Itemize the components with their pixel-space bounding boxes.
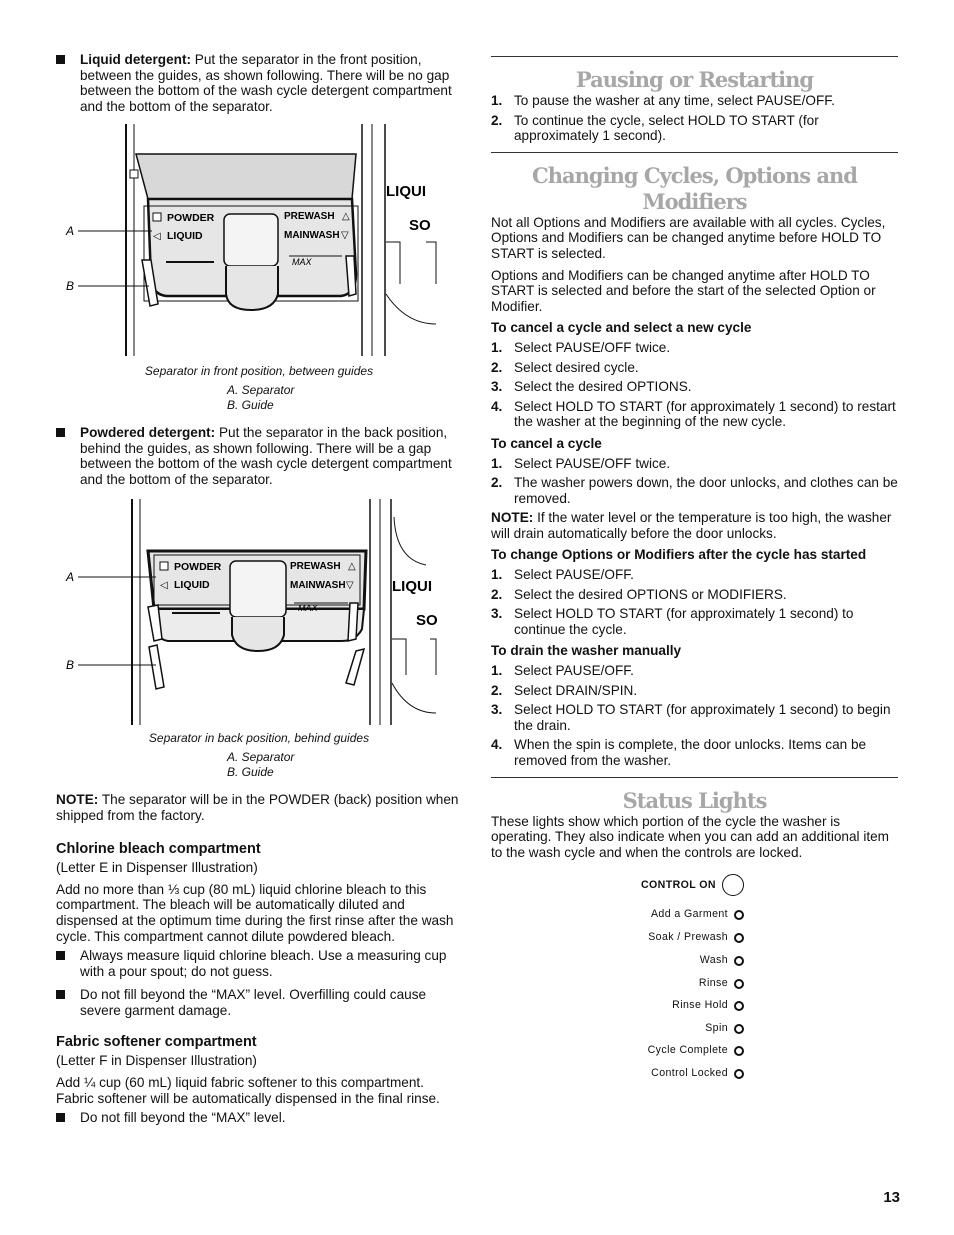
- svg-text:▽: ▽: [341, 230, 349, 242]
- note-label: NOTE:: [491, 510, 534, 526]
- status-light-icon: [734, 979, 744, 989]
- max-label: MAX: [292, 257, 312, 268]
- step-item: 2. Select DRAIN/SPIN.: [491, 682, 638, 698]
- step-text: Select the desired OPTIONS or MODIFIERS.: [514, 586, 787, 602]
- drain-note: [491, 510, 898, 541]
- status-light-label: Wash: [699, 954, 728, 967]
- liquid-detergent-bullet: [56, 52, 464, 114]
- status-light-row: [651, 1066, 744, 1082]
- chlorine-text: Add no more than ⅓ cup (80 mL) liquid chlorine bleach to this compartment. The bleach will be automatically diluted and dispensed at the optimum time during the first rinse after the wash cycle. This compartment cannot dilute powdered bleach.: [56, 881, 454, 944]
- note-label: NOTE:: [56, 791, 99, 807]
- figure-caption: Separator in front position, between guides: [144, 363, 374, 378]
- callout-a: A: [66, 224, 75, 239]
- step-item: 2. The washer powers down, the door unlocks, and clothes can be removed.: [491, 475, 898, 506]
- cancel-new-heading: To cancel a cycle and select a new cycle: [491, 320, 752, 336]
- step-item: 2. Select the desired OPTIONS or MODIFIERS.: [491, 586, 787, 602]
- control-on-light-icon: [722, 874, 744, 896]
- status-light-label: Control Locked: [651, 1067, 728, 1080]
- status-light-label: Rinse Hold: [672, 999, 728, 1012]
- step-item: 1. Select PAUSE/OFF twice.: [491, 339, 671, 355]
- status-light-row: [651, 907, 744, 923]
- legend-b: B. Guide: [227, 397, 274, 412]
- page-number: 13: [883, 1189, 900, 1206]
- bullet-bold-label: Powdered detergent:: [80, 424, 216, 440]
- status-light-icon: [734, 1046, 744, 1056]
- step-item: 2. Select desired cycle.: [491, 359, 639, 375]
- legend-a: A. Separator: [227, 749, 295, 764]
- separator-back-figure: [56, 499, 464, 780]
- control-on-label: CONTROL ON: [640, 879, 716, 892]
- bullet-square: [56, 55, 65, 64]
- drain-steps: [491, 663, 898, 769]
- section-divider: [491, 777, 898, 778]
- side-label-1: LIQUI: [392, 578, 432, 596]
- separator-front-figure: [56, 124, 464, 413]
- bullet-square: [56, 990, 65, 999]
- bullet-text: Do not fill beyond the “MAX” level. Overfilling could cause severe garment damage.: [80, 987, 427, 1018]
- side-label-2: SO: [416, 612, 438, 630]
- mainwash-label: MAINWASH: [290, 580, 346, 592]
- status-light-row: [648, 930, 744, 946]
- status-light-row: [672, 998, 744, 1014]
- step-text: Select HOLD TO START (for approximately 1 second) to restart the washer at the beginning of the new cycle.: [514, 398, 896, 430]
- changing-title: Changing Cycles, Options and Modifiers: [532, 162, 857, 214]
- changing-paragraph-1: Not all Options and Modifiers are available with all cycles. Cycles, Options and Modifiers can be changed anytime before HOLD TO START is selected.: [491, 214, 886, 261]
- status-light-icon: [734, 1024, 744, 1034]
- chlorine-bullet: [56, 987, 464, 1018]
- step-text: Select PAUSE/OFF twice.: [514, 339, 671, 355]
- status-light-label: Rinse: [698, 977, 728, 990]
- bullet-text: Always measure liquid chlorine bleach. Use a measuring cup with a pour spout; do not guess.: [80, 948, 447, 979]
- status-light-icon: [734, 956, 744, 966]
- step-text: Select DRAIN/SPIN.: [514, 682, 638, 698]
- status-light-row: [700, 953, 744, 969]
- status-light-label: Soak / Prewash: [648, 931, 728, 944]
- side-label-2: SO: [409, 217, 431, 235]
- cancel-new-steps: [491, 340, 898, 430]
- chlorine-heading: Chlorine bleach compartment: [56, 841, 261, 858]
- control-on-indicator: [641, 874, 744, 896]
- pausing-title: Pausing or Restarting: [575, 67, 814, 92]
- right-column: [491, 56, 898, 1084]
- bullet-text: Put the separator in the back position, behind the guides, as shown following. There will be a gap between the bottom of the wash cycle detergent compartment and the bottom of the separator.: [80, 424, 452, 487]
- step-text: Select PAUSE/OFF.: [514, 663, 634, 679]
- step-text: When the spin is complete, the door unlocks. Items can be removed from the washer.: [514, 737, 867, 768]
- max-label: MAX: [298, 603, 318, 614]
- change-options-heading: To change Options or Modifiers after the cycle has started: [491, 547, 867, 563]
- pausing-steps: [491, 93, 898, 144]
- separator-note: [56, 792, 464, 823]
- step-text: To pause the washer at any time, select PAUSE/OFF.: [514, 93, 835, 108]
- separator-front-illustration: [56, 124, 464, 356]
- status-light-icon: [734, 1069, 744, 1079]
- section-divider: [491, 152, 898, 153]
- changing-paragraph-2: Options and Modifiers can be changed anytime after HOLD TO START is selected and before the start of the selected Option or Modifier.: [491, 267, 876, 314]
- fabric-softener-bullet: [56, 1110, 464, 1126]
- step-text: Select PAUSE/OFF.: [514, 567, 634, 583]
- step-text: Select the desired OPTIONS.: [514, 379, 692, 395]
- status-lights-text: These lights show which portion of the cycle the washer is operating. They also indicate when you can add an additional item to the wash cycle and when the controls are locked.: [491, 813, 890, 860]
- separator-back-illustration: [56, 499, 464, 725]
- svg-text:▽: ▽: [346, 580, 354, 592]
- bullet-bold-label: Liquid detergent:: [80, 52, 192, 67]
- chlorine-subtitle: (Letter E in Dispenser Illustration): [56, 860, 258, 876]
- powder-label: POWDER: [167, 212, 215, 225]
- status-light-row: [699, 976, 744, 992]
- status-light-icon: [734, 1001, 744, 1011]
- bullet-square: [56, 951, 65, 960]
- section-divider: [491, 56, 898, 57]
- step-item: 4. Select HOLD TO START (for approximately 1 second) to restart the washer at the beginning of the new cycle.: [491, 398, 896, 430]
- status-light-icon: [734, 933, 744, 943]
- change-options-steps: [491, 567, 898, 637]
- status-light-icon: [734, 910, 744, 920]
- fabric-softener-heading: Fabric softener compartment: [56, 1034, 257, 1051]
- step-item: 3. Select HOLD TO START (for approximately 1 second) to begin the drain.: [491, 702, 891, 733]
- cancel-steps: [491, 456, 898, 507]
- cancel-heading: To cancel a cycle: [491, 435, 602, 451]
- status-lights-title: Status Lights: [622, 787, 767, 813]
- fabric-softener-text: Add ¼ cup (60 mL) liquid fabric softener to this compartment. Fabric softener will be automatically dispensed in the final rinse.: [56, 1075, 440, 1106]
- step-text: Select HOLD TO START (for approximately 1 second) to begin the drain.: [514, 702, 891, 733]
- callout-b: B: [66, 658, 75, 673]
- svg-text:◁: ◁: [160, 580, 168, 592]
- status-light-label: Spin: [705, 1022, 728, 1035]
- callout-a: A: [66, 570, 75, 585]
- powdered-detergent-bullet: [56, 425, 464, 487]
- callout-b: B: [66, 279, 75, 294]
- step-item: 2. To continue the cycle, select HOLD TO START (for approximately 1 second).: [491, 112, 819, 144]
- step-item: 3. Select the desired OPTIONS.: [491, 379, 692, 395]
- status-light-row: [705, 1021, 744, 1037]
- prewash-label: PREWASH: [290, 561, 341, 573]
- step-text: The washer powers down, the door unlocks, and clothes can be removed.: [514, 475, 898, 506]
- status-light-label: Add a Garment: [650, 908, 728, 921]
- status-lights-panel: [491, 874, 744, 1084]
- left-column: [56, 52, 464, 1134]
- step-item: 3. Select HOLD TO START (for approximately 1 second) to continue the cycle.: [491, 606, 854, 637]
- svg-text:◁: ◁: [153, 231, 161, 243]
- bullet-square: [56, 428, 65, 437]
- bullet-text: Do not fill beyond the “MAX” level.: [80, 1110, 286, 1126]
- mainwash-label: MAINWASH: [284, 230, 340, 242]
- svg-text:△: △: [348, 561, 356, 573]
- step-item: 1. To pause the washer at any time, select PAUSE/OFF.: [491, 93, 835, 108]
- step-item: 1. Select PAUSE/OFF.: [491, 663, 634, 679]
- powder-label: POWDER: [174, 561, 222, 574]
- step-text: Select desired cycle.: [514, 359, 639, 375]
- step-item: 4. When the spin is complete, the door unlocks. Items can be removed from the washer.: [491, 737, 867, 768]
- drain-heading: To drain the washer manually: [491, 643, 682, 659]
- liquid-label: LIQUID: [167, 230, 203, 243]
- step-text: To continue the cycle, select HOLD TO START (for approximately 1 second).: [514, 112, 819, 144]
- step-item: 1. Select PAUSE/OFF twice.: [491, 455, 671, 471]
- step-text: Select HOLD TO START (for approximately 1 second) to continue the cycle.: [514, 606, 854, 637]
- liquid-label: LIQUID: [174, 579, 210, 592]
- note-text: The separator will be in the POWDER (back) position when shipped from the factory.: [56, 791, 459, 823]
- bullet-text: Put the separator in the front position, between the guides, as shown following. There will be no gap between the bottom of the wash cycle detergent compartment and the bottom of the separator.: [80, 52, 452, 114]
- prewash-label: PREWASH: [284, 211, 335, 223]
- step-item: 1. Select PAUSE/OFF.: [491, 567, 634, 583]
- bullet-square: [56, 1113, 65, 1122]
- fabric-softener-subtitle: (Letter F in Dispenser Illustration): [56, 1053, 257, 1069]
- status-light-label: Cycle Complete: [647, 1044, 728, 1057]
- side-label-1: LIQUI: [386, 183, 426, 201]
- legend-b: B. Guide: [227, 764, 274, 779]
- status-light-row: [648, 1043, 744, 1059]
- legend-a: A. Separator: [227, 382, 295, 397]
- step-text: Select PAUSE/OFF twice.: [514, 455, 671, 471]
- note-text: If the water level or the temperature is too high, the washer will drain automatically before the door unlocks.: [491, 510, 892, 541]
- chlorine-bullet: [56, 948, 464, 979]
- svg-text:△: △: [342, 211, 350, 223]
- figure-caption: Separator in back position, behind guides: [148, 730, 370, 745]
